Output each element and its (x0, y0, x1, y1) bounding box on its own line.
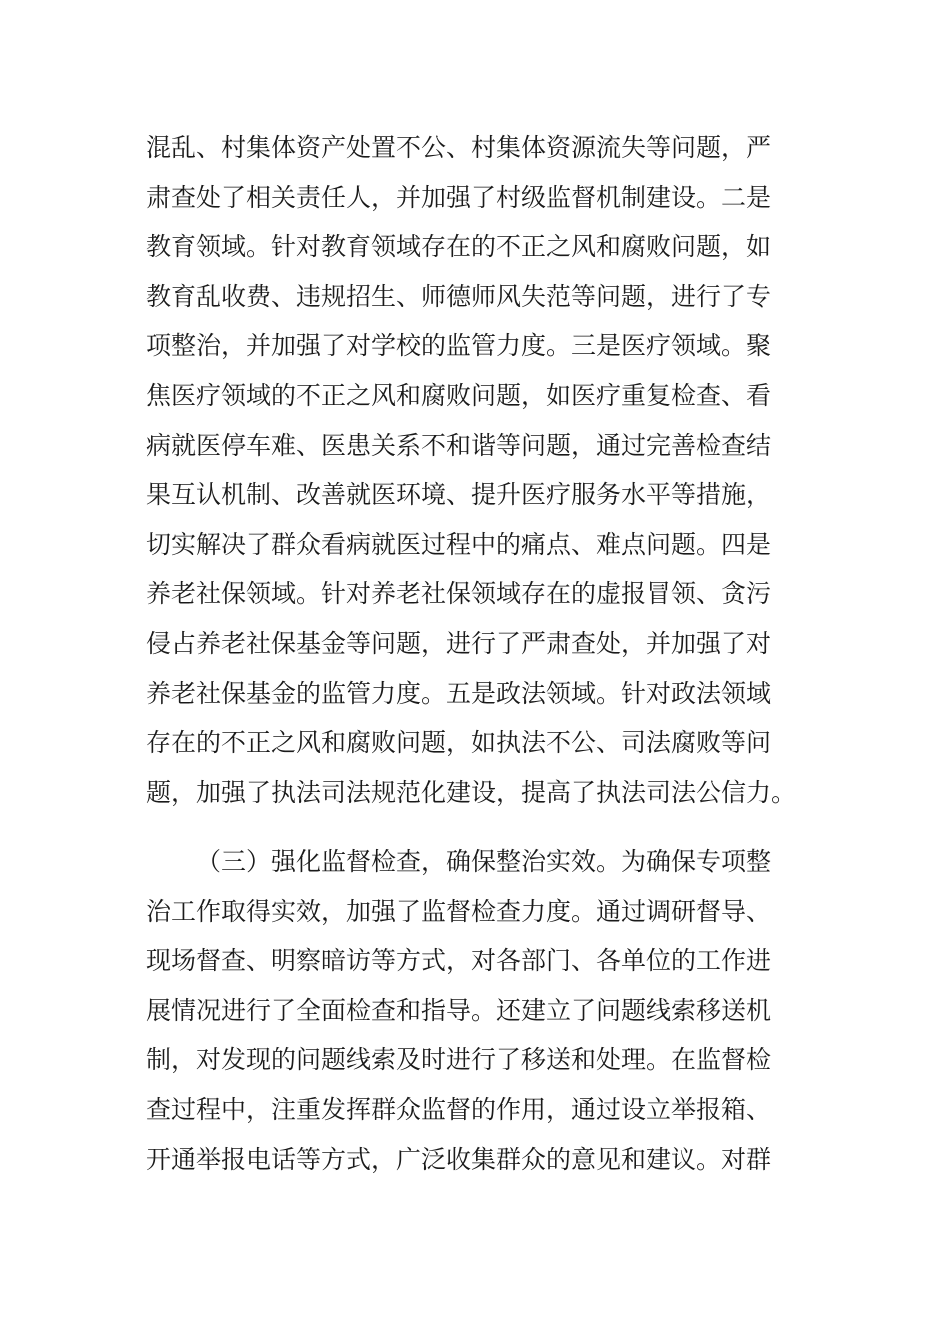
paragraph-2 (146, 837, 806, 1184)
paragraph-line: 教育领域。针对教育领域存在的不正之风和腐败问题，如 (146, 232, 772, 262)
paragraph-line: 混乱、村集体资产处置不公、村集体资源流失等问题，严 (146, 133, 772, 162)
paragraph-line: 存在的不正之风和腐败问题，如执法不公、司法腐败等问 (146, 728, 772, 758)
paragraph-line: 病就医停车难、医患关系不和谐等问题，通过完善检查结 (146, 430, 772, 460)
paragraph-line: 查过程中，注重发挥群众监督的作用，通过设立举报箱、 (146, 1094, 772, 1124)
paragraph-line: 教育乱收费、违规招生、师德师风失范等问题，进行了专 (146, 281, 772, 311)
paragraph-line: 展情况进行了全面检查和指导。还建立了问题线索移送机 (146, 995, 772, 1025)
paragraph-line: 切实解决了群众看病就医过程中的痛点、难点问题。四是 (146, 529, 772, 559)
paragraph-line: 养老社保领域。针对养老社保领域存在的虚报冒领、贪污 (146, 579, 772, 609)
paragraph-line: 项整治，并加强了对学校的监管力度。三是医疗领域。聚 (146, 331, 772, 361)
paragraph-line: 制，对发现的问题线索及时进行了移送和处理。在监督检 (146, 1045, 772, 1075)
paragraph-line: 焦医疗领域的不正之风和腐败问题，如医疗重复检查、看 (146, 380, 772, 410)
paragraph-line: 治工作取得实效，加强了监督检查力度。通过调研督导、 (146, 896, 772, 926)
paragraph-line: 现场督查、明察暗访等方式，对各部门、各单位的工作进 (146, 946, 772, 976)
paragraph-line: 果互认机制、改善就医环境、提升医疗服务水平等措施， (146, 480, 772, 510)
paragraph-line: 侵占养老社保基金等问题，进行了严肃查处，并加强了对 (146, 628, 772, 658)
paragraph-line: 养老社保基金的监管力度。五是政法领域。针对政法领域 (146, 678, 772, 708)
paragraph-line: 题，加强了执法司法规范化建设，提高了执法司法公信力。 (146, 777, 797, 807)
paragraph-heading-line: （三）强化监督检查，确保整治实效。为确保专项整 (196, 847, 772, 876)
paragraph-line: 开通举报电话等方式，广泛收集群众的意见和建议。对群 (146, 1144, 772, 1174)
paragraph-line: 肃查处了相关责任人，并加强了村级监督机制建设。二是 (146, 182, 772, 212)
paragraph-1 (146, 123, 806, 817)
